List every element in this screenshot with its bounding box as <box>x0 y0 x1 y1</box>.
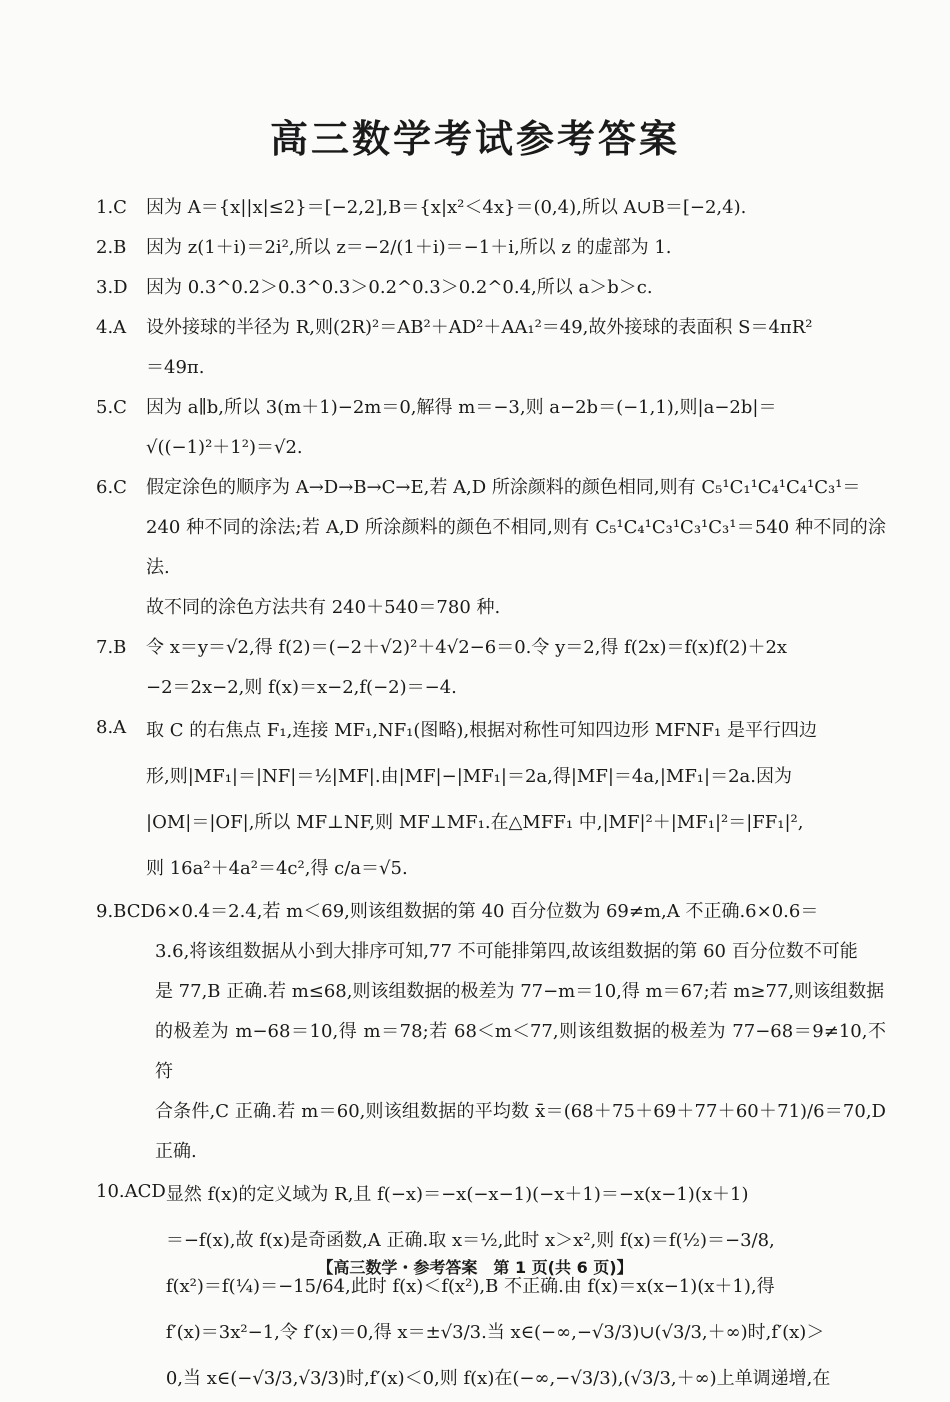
answer-text: 因为 A＝{x||x|≤2}＝[−2,2],B＝{x|x²＜4x}＝(0,4),所以 A∪B＝[−2,4). <box>146 197 747 218</box>
answer-text: 因为 0.3^0.2＞0.3^0.3＞0.2^0.3＞0.2^0.4,所以 a＞b＞c. <box>146 277 653 298</box>
answer-text: 令 x＝y＝√2,得 f(2)＝(−2＋√2)²＋4√2−6＝0.令 y＝2,得 f(2x)＝f(x)f(2)＋2x −2＝2x−2,则 f(x)＝x−2,f(−2)＝−4. <box>146 637 788 698</box>
answer-text: 设外接球的半径为 R,则(2R)²＝AB²＋AD²＋AA₁²＝49,故外接球的表面积 S＝4πR² ＝49π. <box>146 317 813 378</box>
answer-item-5 <box>96 388 886 468</box>
answer-item-7 <box>96 628 886 708</box>
answer-text: 因为 z(1＋i)＝2i²,所以 z＝−2/(1＋i)＝−1＋i,所以 z 的虚部为 1. <box>146 237 672 258</box>
answer-number: 2.B <box>96 237 127 258</box>
answer-text: 假定涂色的顺序为 A→D→B→C→E,若 A,D 所涂颜料的颜色相同,则有 C₅¹C₁¹C₄¹C₄¹C₃¹＝ 240 种不同的涂法;若 A,D 所涂颜料的颜色不相同,则有 C₅¹C₄¹C₃¹C₃¹C₃¹＝540 种不同的涂法. 故不同的涂色方法共有 240＋540＝780 种. <box>146 477 886 618</box>
answer-number: 4.A <box>96 317 127 338</box>
answer-number: 1.C <box>96 197 127 218</box>
answer-number: 8.A <box>96 717 127 738</box>
answer-number: 6.C <box>96 477 127 498</box>
answer-number: 10.ACD <box>96 1181 166 1202</box>
answer-item-10 <box>96 1172 886 1402</box>
answer-item-8 <box>96 708 886 892</box>
page-title: 高三数学考试参考答案 <box>269 117 680 161</box>
page-footer: 【高三数学・参考答案 第 1 页(共 6 页)】 <box>317 1258 633 1277</box>
answer-number: 3.D <box>96 277 128 298</box>
answer-text: 显然 f(x)的定义域为 R,且 f(−x)＝−x(−x−1)(−x＋1)＝−x(x−1)(x＋1) ＝−f(x),故 f(x)是奇函数,A 正确.取 x＝½,此时 x＞x²,则 f(x)＝f(½)＝−3/8, f(x²)＝f(¼)＝−15/64,此时 f(x)＜f(x²),B 不正确.由 f(x)＝x(x−1)(x＋1),得 f′(x)＝3x²−1,令 f′(x)＝0,得 x＝±√3/3.当 x∈(−∞,−√3/3)∪(√3/3,＋∞)时,f′(x)＞ 0,当 x∈(−√3/3,√3/3)时,f′(x)＜0,则 f(x)在(−∞,−√3/3),(√3/3,＋∞)上单调递增,在 <box>165 1184 831 1389</box>
answer-item-2 <box>96 228 886 268</box>
answer-item-9 <box>96 892 886 1172</box>
answer-text: 取 C 的右焦点 F₁,连接 MF₁,NF₁(图略),根据对称性可知四边形 MFNF₁ 是平行四边 形,则|MF₁|＝|NF|＝½|MF|.由|MF|−|MF₁|＝2a,得|MF|＝4a,|MF₁|＝2a.因为 |OM|＝|OF|,所以 MF⊥NF,则 MF⊥MF₁.在△MFF₁ 中,|MF|²＋|MF₁|²＝|FF₁|², 则 16a²＋4a²＝4c²,得 c/a＝√5. <box>146 720 817 879</box>
answer-text: 因为 a∥b,所以 3(m＋1)−2m＝0,解得 m＝−3,则 a−2b＝(−1,1),则|a−2b|＝ √((−1)²＋1²)＝√2. <box>146 397 777 458</box>
answer-item-1 <box>96 188 886 228</box>
answer-item-3 <box>96 268 886 308</box>
answer-number: 5.C <box>96 397 127 418</box>
answer-text: 6×0.4＝2.4,若 m＜69,则该组数据的第 40 百分位数为 69≠m,A 不正确.6×0.6＝ 3.6,将该组数据从小到大排序可知,77 不可能排第四,故该组数据的第 60 百分位数不可能 是 77,B 正确.若 m≤68,则该组数据的极差为 77−m＝10,得 m＝67;若 m≥77,则该组数据 的极差为 m−68＝10,得 m＝78;若 68＜m＜77,则该组数据的极差为 77−68＝9≠10,不符 合条件,C 正确.若 m＝60,则该组数据的平均数 x̄＝(68＋75＋69＋77＋60＋71)/6＝70,D 正确. <box>154 901 886 1162</box>
answer-item-4 <box>96 308 886 388</box>
answer-item-6 <box>96 468 886 628</box>
answer-list <box>96 188 886 1402</box>
answer-number: 7.B <box>96 637 127 658</box>
answer-number: 9.BCD <box>96 901 155 922</box>
